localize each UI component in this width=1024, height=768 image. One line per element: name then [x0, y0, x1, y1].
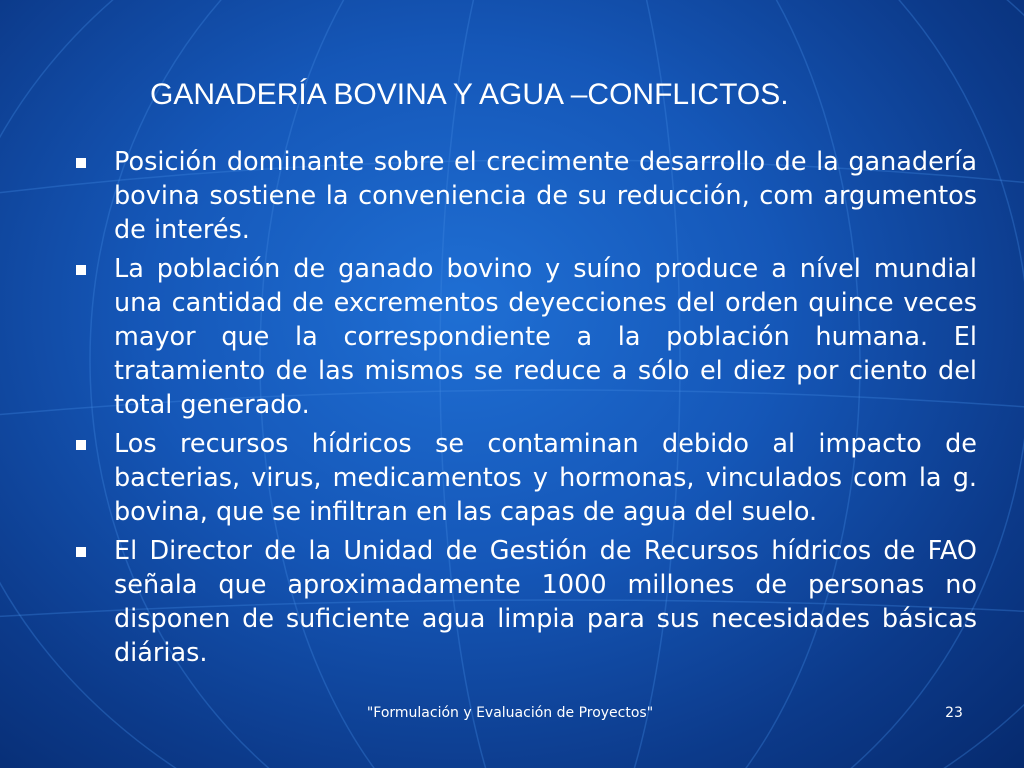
square-bullet-icon — [76, 158, 86, 168]
bullet-text: Posición dominante sobre el crecimente desarrollo de la ganadería bovina sostiene la conveniencia de su reducción, com argumentos de interés. — [114, 147, 977, 245]
bullet-item — [72, 145, 977, 247]
slide-title: GANADERÍA BOVINA Y AGUA –CONFLICTOS. — [150, 78, 789, 111]
bullet-item — [72, 252, 977, 422]
bullet-text: La población de ganado bovino y suíno produce a nível mundial una cantidad de excrementos deyecciones del orden quince veces mayor que la correspondiente a la población humana. El tratamiento de las mismos se reduce a sólo el diez por ciento del total generado. — [114, 254, 977, 420]
bullet-list — [72, 145, 977, 675]
bullet-item — [72, 427, 977, 529]
page-number: 23 — [945, 705, 963, 721]
square-bullet-icon — [76, 440, 86, 450]
bullet-text: El Director de la Unidad de Gestión de Recursos hídricos de FAO señala que aproximadamente 1000 millones de personas no disponen de suficiente agua limpia para sus necesidades básicas diárias. — [114, 536, 977, 668]
bullet-text: Los recursos hídricos se contaminan debido al impacto de bacterias, virus, medicamentos y hormonas, vinculados com la g. bovina, que se infiltran en las capas de agua del suelo. — [114, 429, 977, 527]
square-bullet-icon — [76, 547, 86, 557]
slide-footer: "Formulación y Evaluación de Proyectos" — [366, 705, 654, 721]
square-bullet-icon — [76, 265, 86, 275]
bullet-item — [72, 534, 977, 670]
